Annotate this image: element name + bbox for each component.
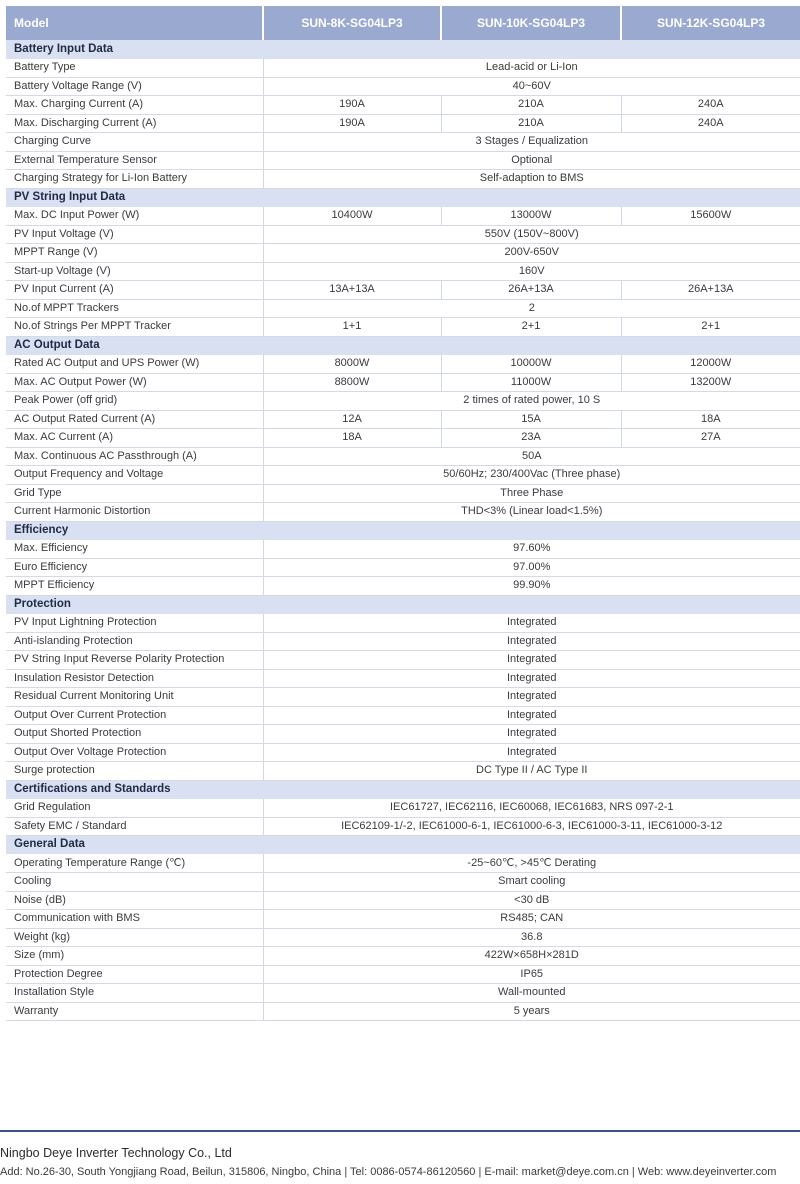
row-value-all-models: Self-adaption to BMS — [263, 170, 800, 189]
section-header — [6, 336, 800, 355]
row-label: Max. AC Current (A) — [6, 429, 263, 448]
table-row — [6, 947, 800, 966]
section-header — [6, 595, 800, 614]
section-title: Battery Input Data — [6, 40, 800, 59]
row-value-all-models: 40~60V — [263, 77, 800, 96]
table-row — [6, 262, 800, 281]
row-label: Surge protection — [6, 762, 263, 781]
row-label: Protection Degree — [6, 965, 263, 984]
row-label: Max. Continuous AC Passthrough (A) — [6, 447, 263, 466]
row-value-all-models: -25~60℃, >45℃ Derating — [263, 854, 800, 873]
row-value-model-2: 210A — [441, 114, 621, 133]
section-header — [6, 521, 800, 540]
table-row — [6, 392, 800, 411]
row-value-all-models: IP65 — [263, 965, 800, 984]
row-value-all-models: 36.8 — [263, 928, 800, 947]
table-row — [6, 725, 800, 744]
row-label: Max. AC Output Power (W) — [6, 373, 263, 392]
row-value-all-models: Integrated — [263, 706, 800, 725]
table-row — [6, 706, 800, 725]
row-label: Warranty — [6, 1002, 263, 1021]
spec-table-body — [6, 40, 800, 1021]
header-sun-10k: SUN-10K-SG04LP3 — [441, 6, 621, 40]
row-label: Max. Efficiency — [6, 540, 263, 559]
table-row — [6, 910, 800, 929]
row-label: Safety EMC / Standard — [6, 817, 263, 836]
row-value-all-models: Integrated — [263, 614, 800, 633]
row-value-all-models: Integrated — [263, 632, 800, 651]
row-label: Insulation Resistor Detection — [6, 669, 263, 688]
table-row — [6, 281, 800, 300]
section-title: Certifications and Standards — [6, 780, 800, 799]
row-value-model-1: 18A — [263, 429, 441, 448]
row-value-model-1: 13A+13A — [263, 281, 441, 300]
row-value-all-models: Integrated — [263, 669, 800, 688]
table-row — [6, 817, 800, 836]
row-value-model-2: 23A — [441, 429, 621, 448]
table-row — [6, 984, 800, 1003]
row-label: Output Over Voltage Protection — [6, 743, 263, 762]
row-value-all-models: 50A — [263, 447, 800, 466]
row-value-all-models: Integrated — [263, 688, 800, 707]
row-label: Operating Temperature Range (℃) — [6, 854, 263, 873]
table-row — [6, 891, 800, 910]
header-sun-8k: SUN-8K-SG04LP3 — [263, 6, 441, 40]
row-label: Current Harmonic Distortion — [6, 503, 263, 522]
row-value-all-models: 97.60% — [263, 540, 800, 559]
row-value-model-3: 2+1 — [621, 318, 800, 337]
row-value-all-models: IEC61727, IEC62116, IEC60068, IEC61683, NRS 097-2-1 — [263, 799, 800, 818]
section-title: AC Output Data — [6, 336, 800, 355]
row-label: Output Over Current Protection — [6, 706, 263, 725]
row-value-model-3: 18A — [621, 410, 800, 429]
row-value-model-3: 26A+13A — [621, 281, 800, 300]
table-row — [6, 114, 800, 133]
row-value-model-2: 11000W — [441, 373, 621, 392]
row-label: Noise (dB) — [6, 891, 263, 910]
row-label: MPPT Range (V) — [6, 244, 263, 263]
table-row — [6, 447, 800, 466]
row-label: Output Shorted Protection — [6, 725, 263, 744]
row-label: Size (mm) — [6, 947, 263, 966]
row-label: Max. Discharging Current (A) — [6, 114, 263, 133]
row-label: AC Output Rated Current (A) — [6, 410, 263, 429]
header-model: Model — [6, 6, 263, 40]
table-row — [6, 540, 800, 559]
row-label: PV String Input Reverse Polarity Protection — [6, 651, 263, 670]
table-row — [6, 355, 800, 374]
row-label: MPPT Efficiency — [6, 577, 263, 596]
row-label: Peak Power (off grid) — [6, 392, 263, 411]
table-row — [6, 466, 800, 485]
section-header — [6, 836, 800, 855]
row-value-model-2: 2+1 — [441, 318, 621, 337]
table-row — [6, 558, 800, 577]
row-value-all-models: 5 years — [263, 1002, 800, 1021]
table-row — [6, 373, 800, 392]
row-value-model-3: 13200W — [621, 373, 800, 392]
section-title: Efficiency — [6, 521, 800, 540]
row-value-model-2: 10000W — [441, 355, 621, 374]
section-header — [6, 780, 800, 799]
row-value-all-models: 200V-650V — [263, 244, 800, 263]
table-row — [6, 651, 800, 670]
header-sun-12k: SUN-12K-SG04LP3 — [621, 6, 800, 40]
row-label: PV Input Lightning Protection — [6, 614, 263, 633]
table-row — [6, 688, 800, 707]
table-row — [6, 96, 800, 115]
row-label: No.of MPPT Trackers — [6, 299, 263, 318]
row-label: Euro Efficiency — [6, 558, 263, 577]
row-label: Installation Style — [6, 984, 263, 1003]
row-value-model-1: 8000W — [263, 355, 441, 374]
row-value-all-models: 99.90% — [263, 577, 800, 596]
table-row — [6, 928, 800, 947]
section-title: General Data — [6, 836, 800, 855]
section-title: Protection — [6, 595, 800, 614]
table-row — [6, 484, 800, 503]
section-title: PV String Input Data — [6, 188, 800, 207]
row-value-all-models: THD<3% (Linear load<1.5%) — [263, 503, 800, 522]
footer-address: Add: No.26-30, South Yongjiang Road, Beilun, 315806, Ningbo, China | Tel: 0086-0574-86120560 | E-mail: market@deye.com.cn | Web: www.deyeinverter.com — [0, 1166, 777, 1178]
row-label: Output Frequency and Voltage — [6, 466, 263, 485]
table-row — [6, 632, 800, 651]
row-label: Residual Current Monitoring Unit — [6, 688, 263, 707]
table-row — [6, 743, 800, 762]
row-value-all-models: Wall-mounted — [263, 984, 800, 1003]
table-row — [6, 225, 800, 244]
row-label: Max. Charging Current (A) — [6, 96, 263, 115]
table-row — [6, 873, 800, 892]
row-value-model-2: 13000W — [441, 207, 621, 226]
row-label: Rated AC Output and UPS Power (W) — [6, 355, 263, 374]
section-header — [6, 40, 800, 59]
table-row — [6, 59, 800, 78]
row-value-all-models: 97.00% — [263, 558, 800, 577]
row-label: Grid Regulation — [6, 799, 263, 818]
table-row — [6, 1002, 800, 1021]
row-value-model-1: 190A — [263, 96, 441, 115]
footer-company: Ningbo Deye Inverter Technology Co., Ltd — [0, 1146, 232, 1160]
row-label: No.of Strings Per MPPT Tracker — [6, 318, 263, 337]
table-row — [6, 77, 800, 96]
row-label: Start-up Voltage (V) — [6, 262, 263, 281]
row-label: Max. DC Input Power (W) — [6, 207, 263, 226]
table-row — [6, 503, 800, 522]
table-row — [6, 799, 800, 818]
row-label: Communication with BMS — [6, 910, 263, 929]
table-row — [6, 299, 800, 318]
section-header — [6, 188, 800, 207]
row-value-model-1: 190A — [263, 114, 441, 133]
row-value-all-models: 3 Stages / Equalization — [263, 133, 800, 152]
row-value-all-models: IEC62109-1/-2, IEC61000-6-1, IEC61000-6-3, IEC61000-3-11, IEC61000-3-12 — [263, 817, 800, 836]
row-value-model-2: 15A — [441, 410, 621, 429]
row-value-model-3: 240A — [621, 114, 800, 133]
row-value-all-models: DC Type II / AC Type II — [263, 762, 800, 781]
table-row — [6, 429, 800, 448]
table-row — [6, 244, 800, 263]
row-label: Charging Curve — [6, 133, 263, 152]
row-value-all-models: 2 times of rated power, 10 S — [263, 392, 800, 411]
row-value-all-models: Optional — [263, 151, 800, 170]
row-value-all-models: Lead-acid or Li-Ion — [263, 59, 800, 78]
row-label: Charging Strategy for Li-Ion Battery — [6, 170, 263, 189]
row-value-model-1: 8800W — [263, 373, 441, 392]
table-row — [6, 854, 800, 873]
row-value-model-3: 12000W — [621, 355, 800, 374]
row-label: PV Input Voltage (V) — [6, 225, 263, 244]
table-row — [6, 170, 800, 189]
row-value-model-2: 26A+13A — [441, 281, 621, 300]
row-label: Battery Type — [6, 59, 263, 78]
row-value-model-1: 12A — [263, 410, 441, 429]
row-value-all-models: Integrated — [263, 743, 800, 762]
row-label: Grid Type — [6, 484, 263, 503]
row-value-all-models: Smart cooling — [263, 873, 800, 892]
row-value-model-2: 210A — [441, 96, 621, 115]
row-value-all-models: Integrated — [263, 725, 800, 744]
table-row — [6, 762, 800, 781]
table-row — [6, 614, 800, 633]
footer-divider — [0, 1130, 800, 1132]
row-value-all-models: 160V — [263, 262, 800, 281]
table-row — [6, 207, 800, 226]
row-label: Cooling — [6, 873, 263, 892]
row-label: Anti-islanding Protection — [6, 632, 263, 651]
row-value-all-models: RS485; CAN — [263, 910, 800, 929]
row-value-model-3: 15600W — [621, 207, 800, 226]
row-value-all-models: Three Phase — [263, 484, 800, 503]
table-row — [6, 410, 800, 429]
row-label: PV Input Current (A) — [6, 281, 263, 300]
spec-table — [6, 6, 800, 1021]
table-header-row — [6, 6, 800, 40]
row-value-all-models: 2 — [263, 299, 800, 318]
row-value-all-models: 50/60Hz; 230/400Vac (Three phase) — [263, 466, 800, 485]
table-row — [6, 133, 800, 152]
row-label: Weight (kg) — [6, 928, 263, 947]
row-label: Battery Voltage Range (V) — [6, 77, 263, 96]
table-row — [6, 577, 800, 596]
table-row — [6, 318, 800, 337]
table-row — [6, 669, 800, 688]
row-value-all-models: 550V (150V~800V) — [263, 225, 800, 244]
row-value-model-1: 1+1 — [263, 318, 441, 337]
row-value-all-models: 422W×658H×281D — [263, 947, 800, 966]
table-row — [6, 151, 800, 170]
row-label: External Temperature Sensor — [6, 151, 263, 170]
row-value-all-models: Integrated — [263, 651, 800, 670]
row-value-model-3: 240A — [621, 96, 800, 115]
row-value-model-1: 10400W — [263, 207, 441, 226]
row-value-all-models: <30 dB — [263, 891, 800, 910]
table-row — [6, 965, 800, 984]
row-value-model-3: 27A — [621, 429, 800, 448]
